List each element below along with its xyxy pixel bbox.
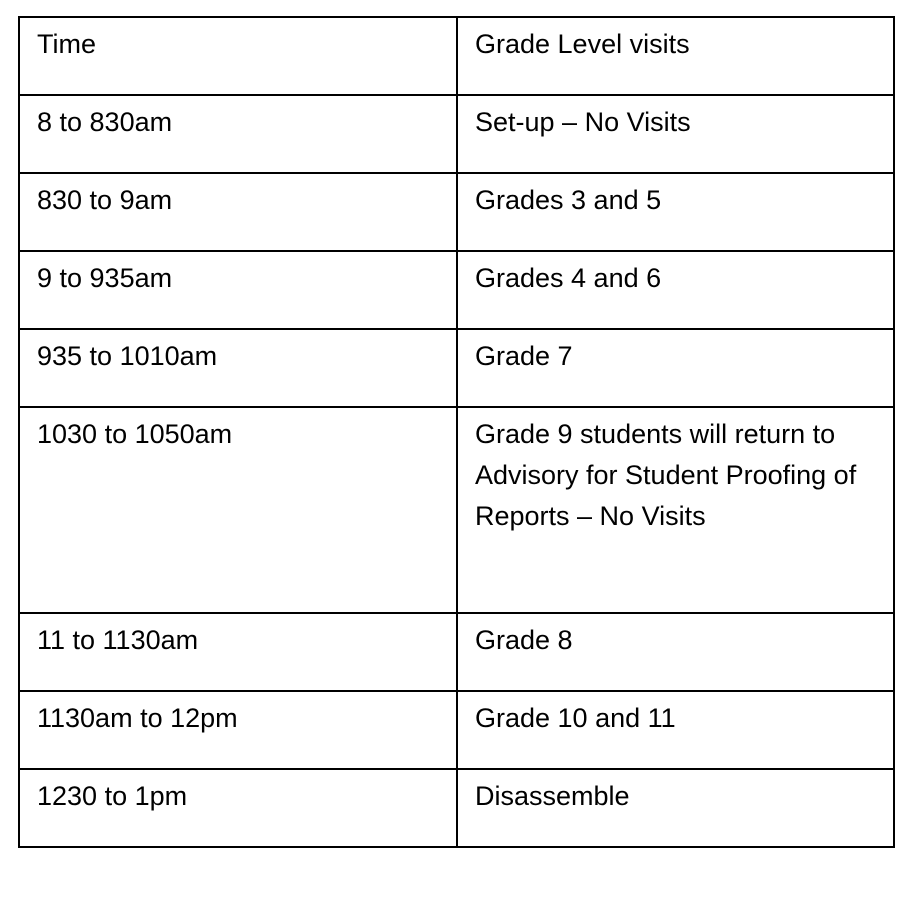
visits-cell: Grades 3 and 5: [457, 173, 894, 251]
time-cell: 830 to 9am: [19, 173, 457, 251]
header-time-cell: Time: [19, 17, 457, 95]
schedule-table: [18, 16, 895, 848]
time-cell: 1030 to 1050am: [19, 407, 457, 613]
visits-cell: Grade 10 and 11: [457, 691, 894, 769]
table-row: [19, 251, 894, 329]
visits-cell: Grade 7: [457, 329, 894, 407]
visits-cell: Set-up – No Visits: [457, 95, 894, 173]
table-row: [19, 329, 894, 407]
table-row: [19, 173, 894, 251]
time-cell: 1230 to 1pm: [19, 769, 457, 847]
table-header-row: [19, 17, 894, 95]
table-row: [19, 691, 894, 769]
visits-cell: Disassemble: [457, 769, 894, 847]
time-cell: 8 to 830am: [19, 95, 457, 173]
table-row: [19, 407, 894, 613]
visits-cell: Grade 9 students will return to Advisory for Student Proofing of Reports – No Visits: [457, 407, 894, 613]
visits-cell: Grades 4 and 6: [457, 251, 894, 329]
table-row: [19, 95, 894, 173]
table-row: [19, 769, 894, 847]
time-cell: 11 to 1130am: [19, 613, 457, 691]
table-row: [19, 613, 894, 691]
header-visits-cell: Grade Level visits: [457, 17, 894, 95]
time-cell: 1130am to 12pm: [19, 691, 457, 769]
time-cell: 9 to 935am: [19, 251, 457, 329]
visits-cell: Grade 8: [457, 613, 894, 691]
time-cell: 935 to 1010am: [19, 329, 457, 407]
